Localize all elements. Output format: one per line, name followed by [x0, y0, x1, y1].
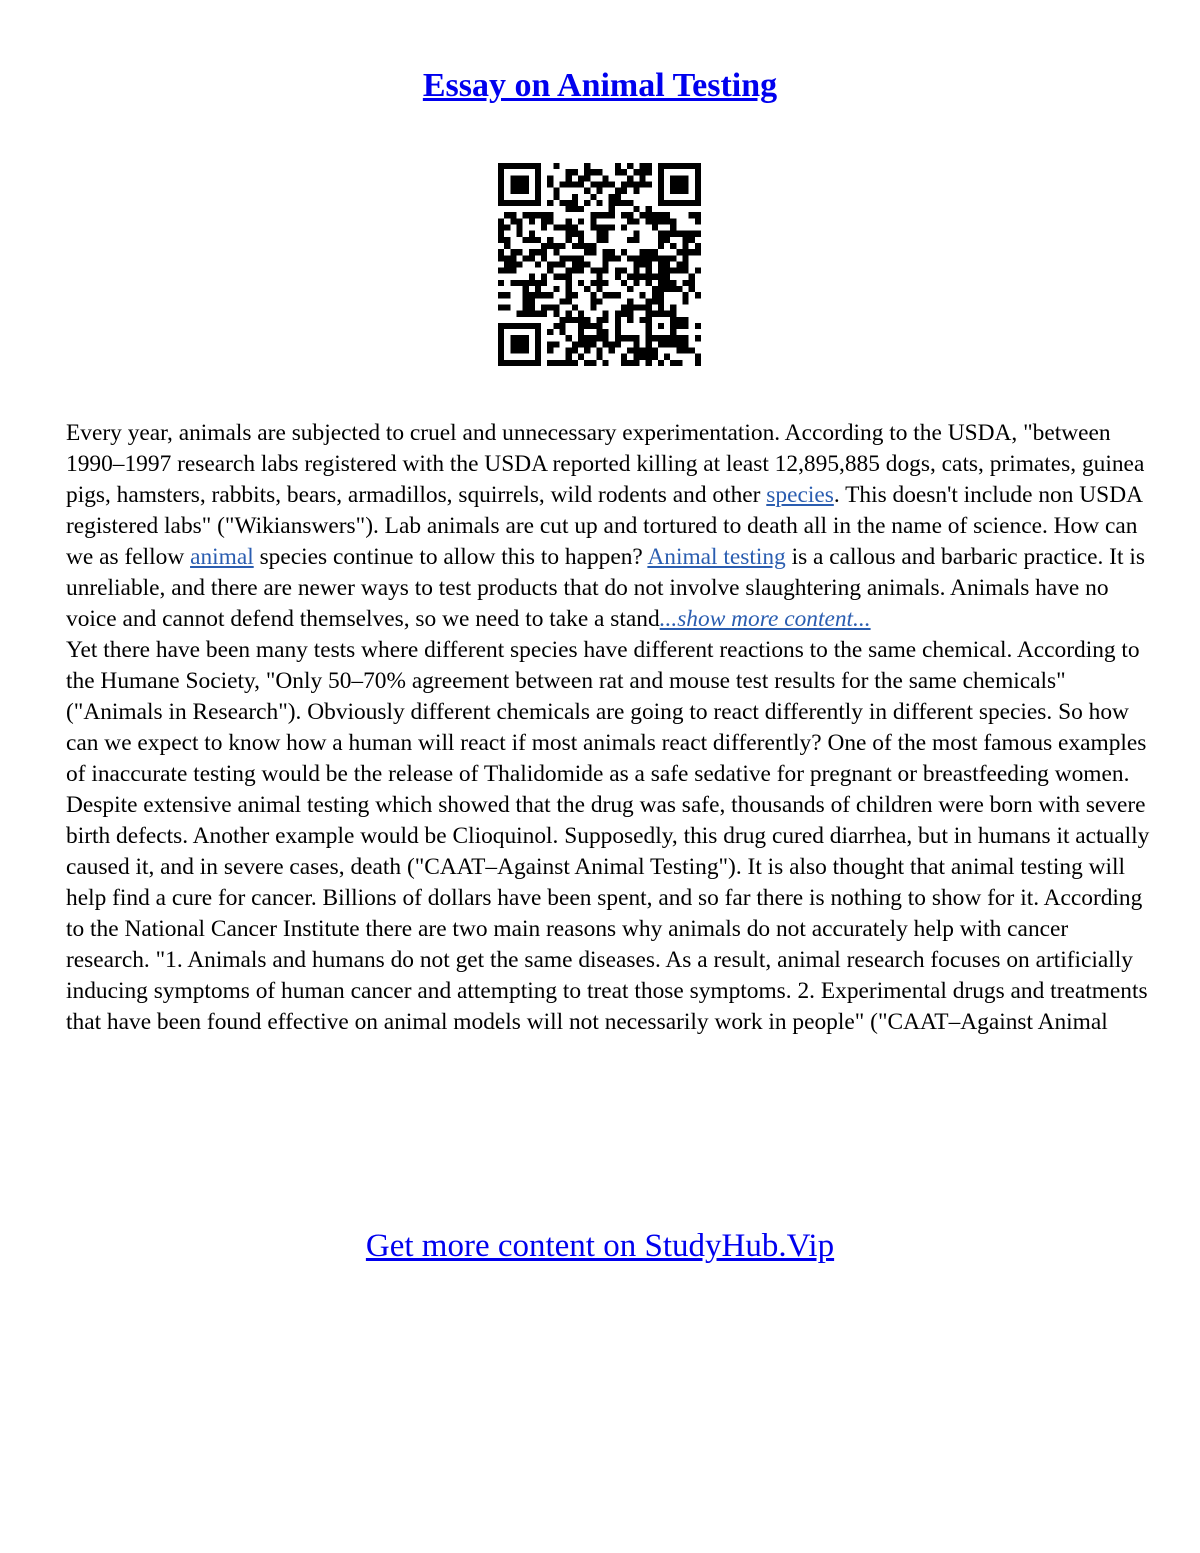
paragraph-intro-text-1: Every year, animals are subjected to cruel and unnecessary experimentation. According to the USDA, "between 1990–1997 research labs registered with the USDA reported killing at least 12,895,885 dogs, cats, primates, guinea pigs, hamsters, rabbits, bears, armadillos, squirrels, wild rodents and other — [66, 420, 1145, 508]
qr-code-image — [498, 163, 701, 366]
link-animal-testing[interactable]: Animal testing — [647, 544, 786, 570]
paragraph-intro-text-2: . This doesn't include non USDA registered labs" ("Wikianswers"). Lab animals are cut up and tortured to death all in the name of science. How can we as fellow — [66, 482, 1142, 570]
essay-body — [66, 418, 1156, 1038]
studyhub-link[interactable]: Get more content on StudyHub.Vip — [365, 1228, 835, 1264]
paragraph-intro-text-4: is a callous and barbaric practice. It is unreliable, and there are newer ways to test products that do not involve slaughtering animals. Animals have no voice and cannot defend themselves, so we need to take a stand — [66, 544, 1145, 632]
qr-code — [498, 163, 701, 366]
paragraph-main: Yet there have been many tests where different species have different reactions to the same chemical. According to the Humane Society, "Only 50–70% agreement between rat and mouse test results for the same chemicals" ("Animals in Research"). Obviously different chemicals are going to react differently in different species. So how can we expect to know how a human will react if most animals react differently? One of the most famous examples of inaccurate testing would be the release of Thalidomide as a safe sedative for pregnant or breastfeeding women. Despite extensive animal testing which showed that the drug was safe, thousands of children were born with severe birth defects. Another example would be Clioquinol. Supposedly, this drug cured diarrhea, but in humans it actually caused it, and in severe cases, death ("CAAT–Against Animal Testing"). It is also thought that animal testing will help find a cure for cancer. Billions of dollars have been spent, and so far there is nothing to show for it. According to the National Cancer Institute there are two main reasons why animals do not accurately help with cancer research. "1. Animals and humans do not get the same diseases. As a result, animal research focuses on artificially inducing symptoms of human cancer and attempting to treat those symptoms. 2. Experimental drugs and treatments that have been found effective on animal models will not necessarily work in people" ("CAAT–Against Animal — [66, 637, 1150, 1035]
link-species[interactable]: species — [766, 482, 834, 508]
paragraph-intro — [66, 418, 1156, 635]
paragraph-intro-text-3: species continue to allow this to happen? — [253, 544, 648, 570]
title-link[interactable]: Essay on Animal Testing — [422, 67, 778, 104]
page-title — [0, 62, 1200, 110]
footer — [0, 1222, 1200, 1270]
link-animal[interactable]: animal — [190, 544, 254, 570]
show-more-link[interactable]: ...show more content... — [659, 606, 871, 632]
